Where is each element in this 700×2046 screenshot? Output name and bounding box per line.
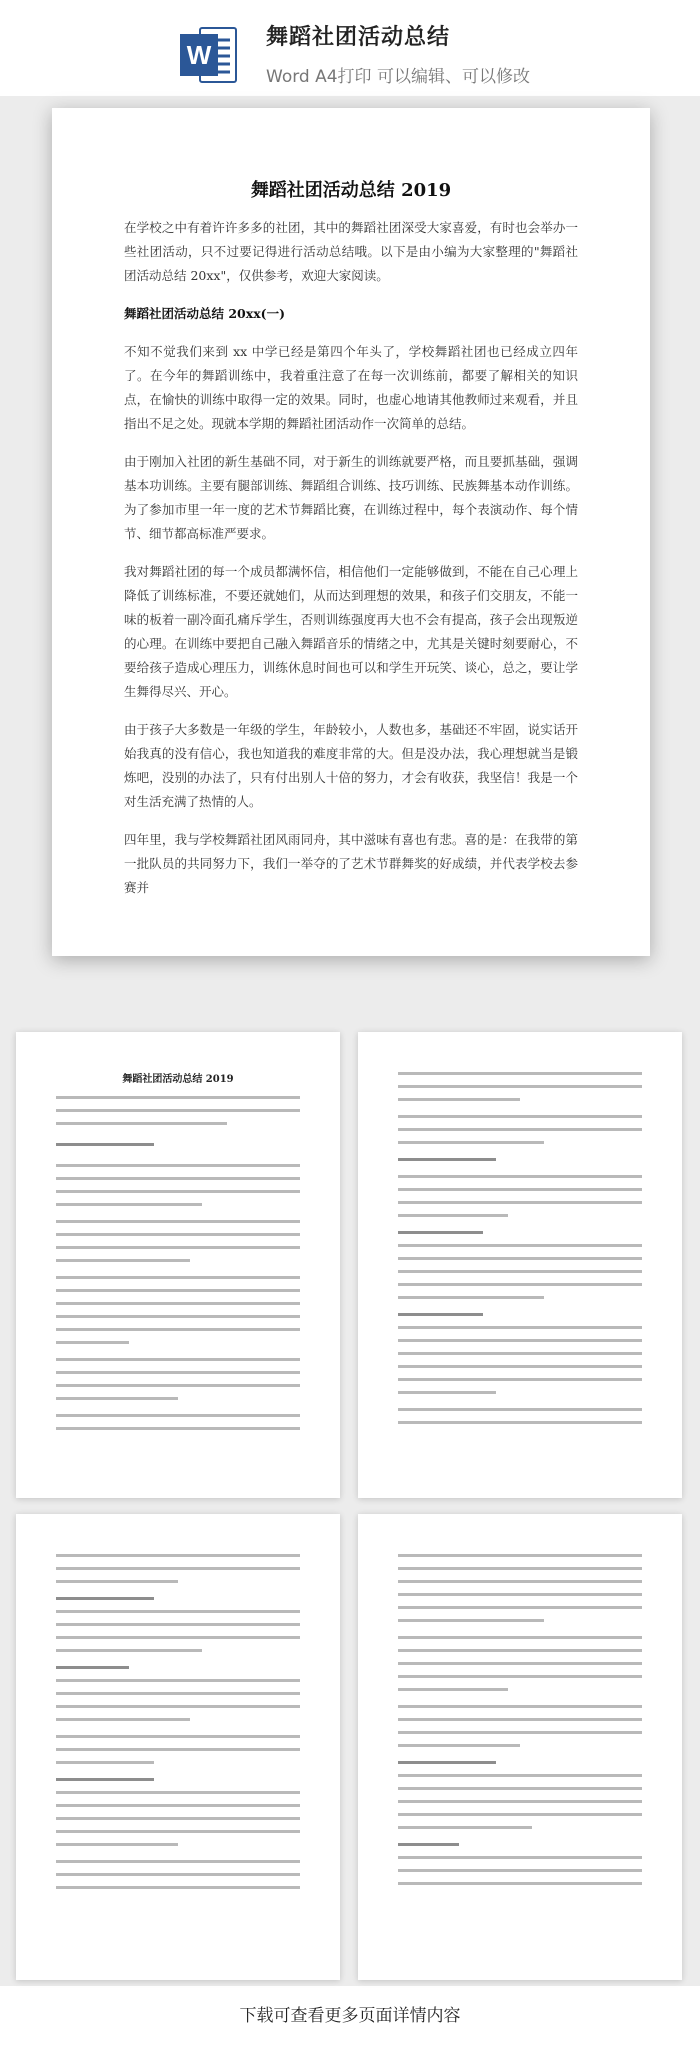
page-thumbnail-1[interactable]	[16, 1032, 340, 1498]
paragraph: 由于孩子大多数是一年级的学生，年龄较小，人数也多，基础还不牢固，说实话开始我真的没有信心，我也知道我的难度非常的大。但是没办法，我心理想就当是锻炼吧，没别的办法了，只有付出别人十倍的努力，才会有收获，我坚信！我是一个对生活充满了热情的人。	[124, 722, 578, 809]
section-heading: 舞蹈社团活动总结 20xx(一)	[124, 306, 285, 321]
paragraph: 不知不觉我们来到 xx 中学已经是第四个年头了，学校舞蹈社团也已经成立四年了。在今年的舞蹈训练中，我着重注意了在每一次训练前，都要了解相关的知识点，在愉快的训练中取得一定的效果。同时，也虚心地请其他教师过来观看，并且指出不足之处。现就本学期的舞蹈社团活动作一次简单的总结。	[124, 344, 578, 431]
paragraph: 在学校之中有着许许多多的社团，其中的舞蹈社团深受大家喜爱，有时也会举办一些社团活动，只不过要记得进行活动总结哦。以下是由小编为大家整理的"舞蹈社团活动总结 20xx"，仅供参考，欢迎大家阅读。	[124, 220, 578, 283]
document-page	[52, 108, 650, 956]
text-lines	[56, 1096, 300, 1440]
word-icon	[178, 24, 238, 86]
text-lines	[398, 1554, 642, 1895]
page-thumbnail-4[interactable]	[358, 1514, 682, 1980]
page-thumbnail-2[interactable]	[358, 1032, 682, 1498]
thumbnail-title: 舞蹈社团活动总结 2019	[122, 1074, 234, 1085]
header-subtitle: Word A4打印 可以编辑、可以修改	[266, 67, 530, 87]
paragraph: 四年里，我与学校舞蹈社团风雨同舟，其中滋味有喜也有悲。喜的是：在我带的第一批队员的共同努力下，我们一举夺的了艺术节群舞奖的好成绩，并代表学校去参赛并	[124, 832, 578, 895]
text-lines	[398, 1072, 642, 1434]
document-title: 舞蹈社团活动总结 2019	[250, 180, 452, 201]
thumbnail-grid	[0, 996, 700, 1986]
header-title: 舞蹈社团活动总结	[266, 25, 451, 50]
svg-text:W: W	[186, 40, 212, 70]
paragraph: 由于刚加入社团的新生基础不同，对于新生的训练就要严格，而且要抓基础，强调基本功训练。主要有腿部训练、舞蹈组合训练、技巧训练、民族舞基本动作训练。为了参加市里一年一度的艺术节舞蹈比赛，在训练过程中，每个表演动作、每个情节、细节都高标准严要求。	[124, 454, 578, 541]
page-thumbnail-3[interactable]	[16, 1514, 340, 1980]
document-body	[124, 216, 578, 914]
preview-stage	[0, 96, 700, 996]
header	[0, 0, 700, 96]
text-lines	[56, 1554, 300, 1899]
paragraph: 我对舞蹈社团的每一个成员都满怀信，相信他们一定能够做到，不能在自己心理上降低了训练标准，不要还就她们，从而达到理想的效果，和孩子们交朋友，不能一味的板着一副冷面孔痛斥学生，否则训练强度再大也不会有提高，孩子会出现叛逆的心理。在训练中要把自己融入舞蹈音乐的情绪之中，尤其是关键时刻要耐心，不要给孩子造成心理压力，训练休息时间也可以和学生开玩笑、谈心，总之，要让学生舞得尽兴、开心。	[124, 564, 578, 699]
download-more-link[interactable]: 下载可查看更多页面详情内容	[239, 2006, 461, 2026]
